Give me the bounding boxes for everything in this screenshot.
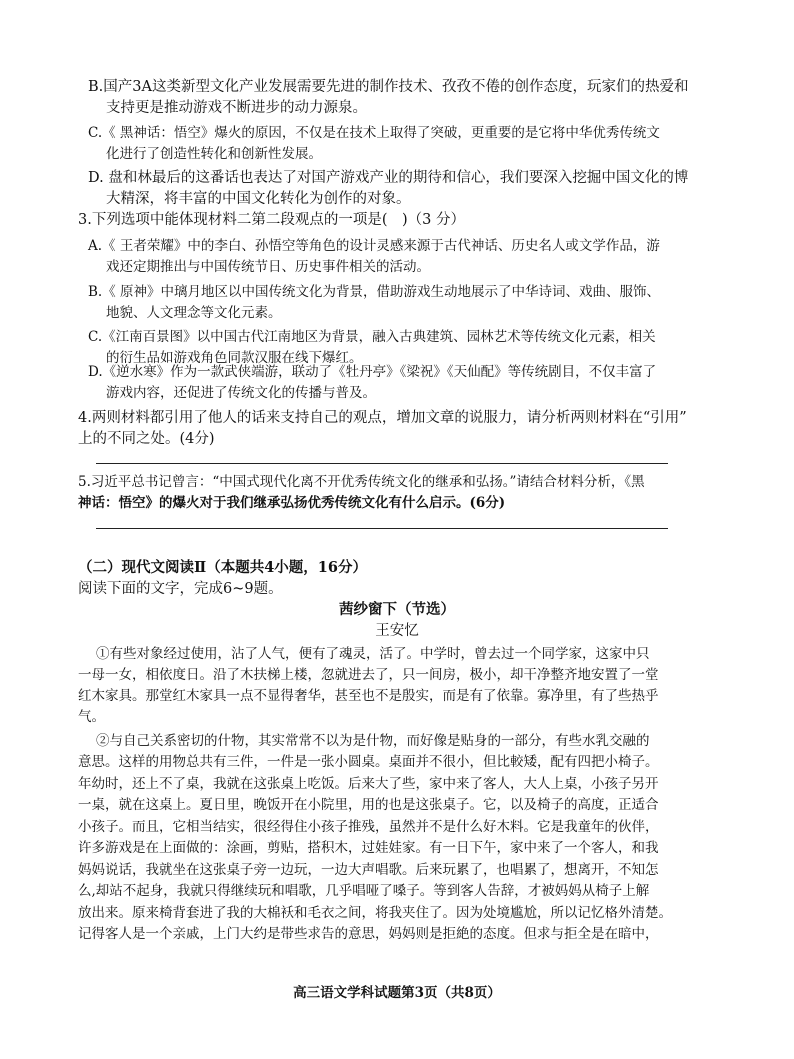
q3-option-a-line1: A.《 王者荣耀》中的李白、孙悟空等角色的设计灵感来源于古代神话、历史名人或文学作品，游 (88, 238, 660, 254)
q4-line1: 4.两则材料都引用了他人的话来支持自己的观点，增加文章的说服力，请分析两则材料在“引用” (78, 410, 687, 426)
q3-stem: 3.下列选项中能体现材料二第二段观点的一项是( )（3 分） (78, 212, 465, 228)
q3-option-c-line2: 的衍生品如游戏角色同款汉服在线下爆红。 (106, 350, 363, 366)
q5-line1: 5.习近平总书记曾言：“中国式现代化离不开优秀传统文化的继承和弘扬。”请结合材料分析，《黑 (78, 474, 645, 490)
para1-line1: ①有些对象经过使用，沾了人气，便有了魂灵，活了。中学时，曾去过一个同学家，这家中只 (96, 646, 650, 662)
q4-line2: 上的不同之处。(4分) (78, 431, 215, 447)
q2-option-c-line1: C.《 黑神话：悟空》爆火的原因，不仅是在技术上取得了突破，更重要的是它将中华优秀传统文 (88, 125, 660, 141)
para2-line3: 年幼时，还上不了桌，我就在这张桌上吃饭。后来大了些，家中来了客人，大人上桌，小孩子另开 (78, 776, 659, 792)
section-instruction: 阅读下面的文字，完成6~9题。 (78, 581, 283, 597)
q3-option-d-line2: 游戏内容，还促进了传统文化的传播与普及。 (106, 385, 376, 401)
para2-line10: 记得客人是一个亲戚，上门大约是带些求告的意思，妈妈则是拒絶的态度。但求与拒全是在暗中， (78, 926, 659, 942)
q2-option-b-line2: 支持更是推动游戏不断进步的动力源泉。 (106, 100, 367, 116)
para2-line4: 一桌，就在这桌上。夏日里，晚饭开在小院里，用的也是这张桌子。它，以及椅子的高度，正适合 (78, 797, 659, 813)
passage-author: 王安忆 (375, 623, 419, 639)
para2-line6: 许多游戏是在上面做的：涂画，剪贴，搭积木，过娃娃家。有一日下午，家中来了一个客人，和我 (78, 840, 659, 856)
q3-option-a-line2: 戏还定期推出与中国传统节日、历史事件相关的活动。 (106, 259, 430, 275)
answer-rule-q4 (96, 463, 668, 464)
para2-line8: 么,却站不起身，我就只得继续玩和唱歌，几乎唱哑了嗓子。等到客人告辞，才被妈妈从椅子上解 (78, 883, 650, 899)
para2-line2: 意思。这样的用物总共有三件，一件是一张小圆桌。桌面并不很小，但比較矮，配有四把小椅子。 (78, 754, 659, 770)
q3-option-b-line2: 地貌、人文理念等文化元素。 (106, 305, 282, 321)
q3-option-c-line1: C.《江南百景图》以中国古代江南地区为背景，融入古典建筑、园林艺术等传统文化元素，相关 (88, 329, 656, 345)
q3-option-d-line1: D.《逆水寒》作为一款武侠端游，联动了《牡丹亭》《梁祝》《天仙配》等传统剧目，不仅丰富了 (88, 364, 657, 380)
q2-option-c-line2: 化进行了创造性转化和创新性发展。 (106, 146, 322, 162)
para1-line3: 红木家具。那堂红木家具一点不显得奢华，甚至也不是殷实，而是有了依靠。寡净里，有了些热乎 (78, 688, 659, 704)
section-heading: （二）现代文阅读Ⅱ（本题共4小题，16分） (78, 559, 367, 576)
para1-line2: 一母一女，相依度日。沿了木扶梯上楼，忽就进去了，只一间房，极小，却干净整齐地安置了一堂 (78, 667, 659, 683)
passage-title: 茜纱窗下（节选） (339, 601, 455, 618)
page-footer: 高三语文学科试题第3页（共8页） (293, 985, 501, 1001)
q5-line2: 神话：悟空》的爆火对于我们继承弘扬优秀传统文化有什么启示。(6分) (78, 495, 506, 511)
para1-line4: 气。 (78, 709, 105, 725)
para2-line9: 放出来。原来椅背套进了我的大棉袄和毛衣之间，将我夹住了。因为处境尴尬，所以记忆格外清楚。 (78, 905, 672, 921)
q3-option-b-line1: B.《 原神》中璃月地区以中国传统文化为背景，借助游戏生动地展示了中华诗词、戏曲、服饰、 (88, 284, 661, 300)
q2-option-b-line1: B.国产3A这类新型文化产业发展需要先进的制作技术、孜孜不倦的创作态度，玩家们的热爱和 (88, 79, 689, 95)
para2-line5: 小孩子。而且，它相当结实，很经得住小孩子推残，虽然并不是什么好木料。它是我童年的伙伴， (78, 819, 659, 835)
answer-rule-q5 (96, 528, 668, 529)
q2-option-d-line1: D. 盘和林最后的这番话也表达了对国产游戏产业的期待和信心，我们要深入挖掘中国文化的博 (88, 170, 689, 186)
para2-line7: 妈妈说话，我就坐在这张桌子旁一边玩，一边大声唱歌。后来玩累了，也唱累了，想离开，不知怎 (78, 862, 659, 878)
para2-line1: ②与自己关系密切的什物，其实常常不以为是什物，而好像是贴身的一部分，有些水乳交融的 (96, 733, 650, 749)
q2-option-d-line2: 大精深，将丰富的中国文化转化为创作的对象。 (106, 191, 411, 207)
